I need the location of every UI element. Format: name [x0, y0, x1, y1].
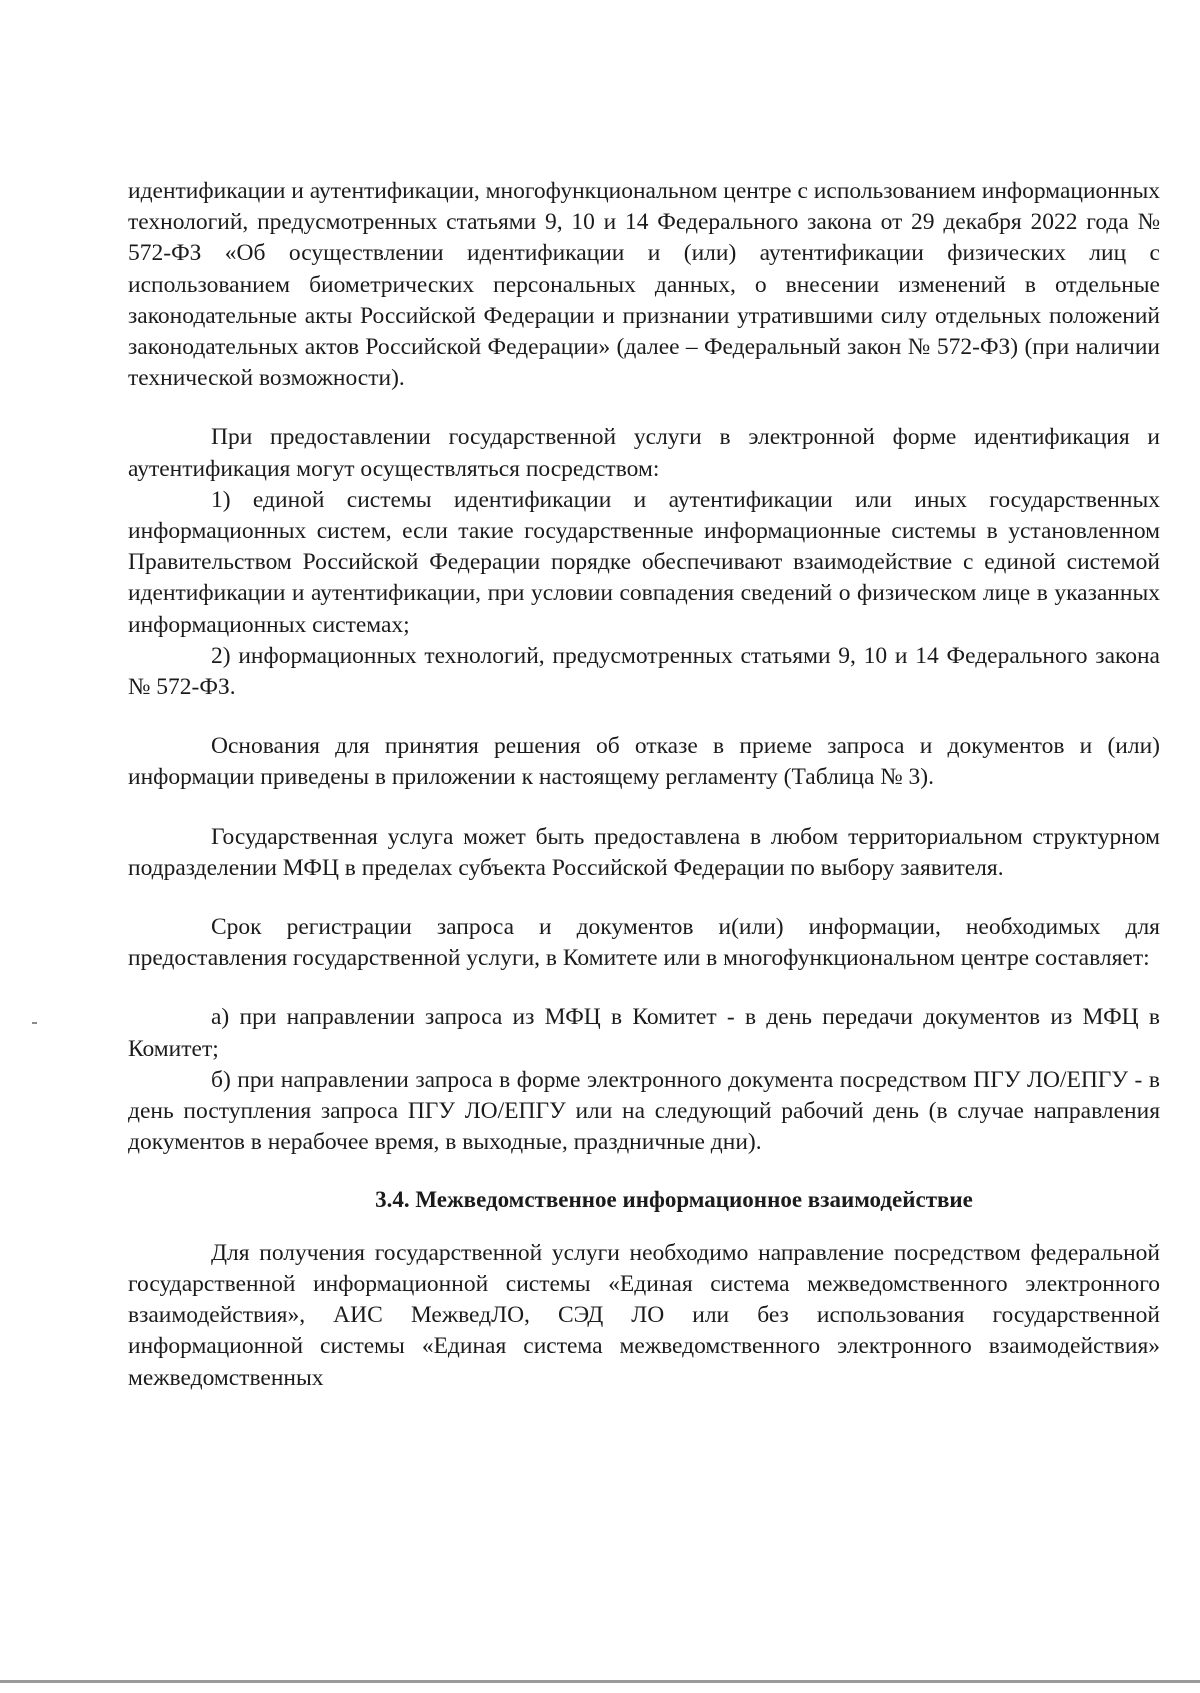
- list-item-b: б) при направлении запроса в форме электронного документа посредством ПГУ ЛО/ЕПГУ - в день поступления запроса ПГУ ЛО/ЕПГУ или на следующий рабочий день (в случае направления документов в нерабочее время, в выходные, праздничные дни).: [128, 1066, 1160, 1156]
- paragraph-interagency: Для получения государственной услуги необходимо направление посредством федеральной государственной информационной системы «Единая система межведомственного электронного взаимодействия», АИС МежведЛО, СЭД ЛО или без использования государственной информационной системы «Единая система межведомственного электронного взаимодействия» межведомственных: [128, 1239, 1160, 1391]
- list-item-1: 1) единой системы идентификации и аутентификации или иных государственных информационных систем, если такие государственные информационные системы в установленном Правительством Российской Федерации порядке обеспечивают взаимодействие с единой системой идентификации и аутентификации, при условии совпадения сведений о физическом лице в указанных информационных системах;: [128, 486, 1160, 638]
- list-item-2: 2) информационных технологий, предусмотренных статьями 9, 10 и 14 Федерального закона № 572-ФЗ.: [128, 642, 1160, 701]
- paragraph-mfc-provision: Государственная услуга может быть предоставлена в любом территориальном структурном подразделении МФЦ в пределах субъекта Российской Федерации по выбору заявителя.: [128, 823, 1160, 881]
- page-bottom-edge: [0, 1680, 1200, 1683]
- document-page: [128, 176, 1160, 1394]
- scan-speck: [32, 1022, 37, 1024]
- section-heading: 3.4. Межведомственное информационное взаимодействие: [375, 1187, 973, 1213]
- paragraph-electronic-identification: При предоставлении государственной услуги в электронной форме идентификация и аутентификация могут осуществляться посредством:: [128, 424, 1160, 482]
- paragraph-registration-term: Срок регистрации запроса и документов и(или) информации, необходимых для предоставления государственной услуги, в Комитете или в многофункциональном центре составляет:: [128, 914, 1160, 972]
- paragraph-refusal-grounds: Основания для принятия решения об отказе в приеме запроса и документов и (или) информации приведены в приложении к настоящему регламенту (Таблица № 3).: [128, 733, 1160, 791]
- paragraph-identification-continuation: идентификации и аутентификации, многофункциональном центре с использованием информационных технологий, предусмотренных статьями 9, 10 и 14 Федерального закона от 29 декабря 2022 года № 572-ФЗ «Об осуществлении идентификации и (или) аутентификации физических лиц с использованием биометрических персональных данных, о внесении изменений в отдельные законодательные акты Российской Федерации и признании утратившими силу отдельных положений законодательных актов Российской Федерации» (далее – Федеральный закон № 572-ФЗ) (при наличии технической возможности).: [128, 178, 1160, 392]
- list-item-a: а) при направлении запроса из МФЦ в Комитет - в день передачи документов из МФЦ в Комитет;: [128, 1004, 1160, 1062]
